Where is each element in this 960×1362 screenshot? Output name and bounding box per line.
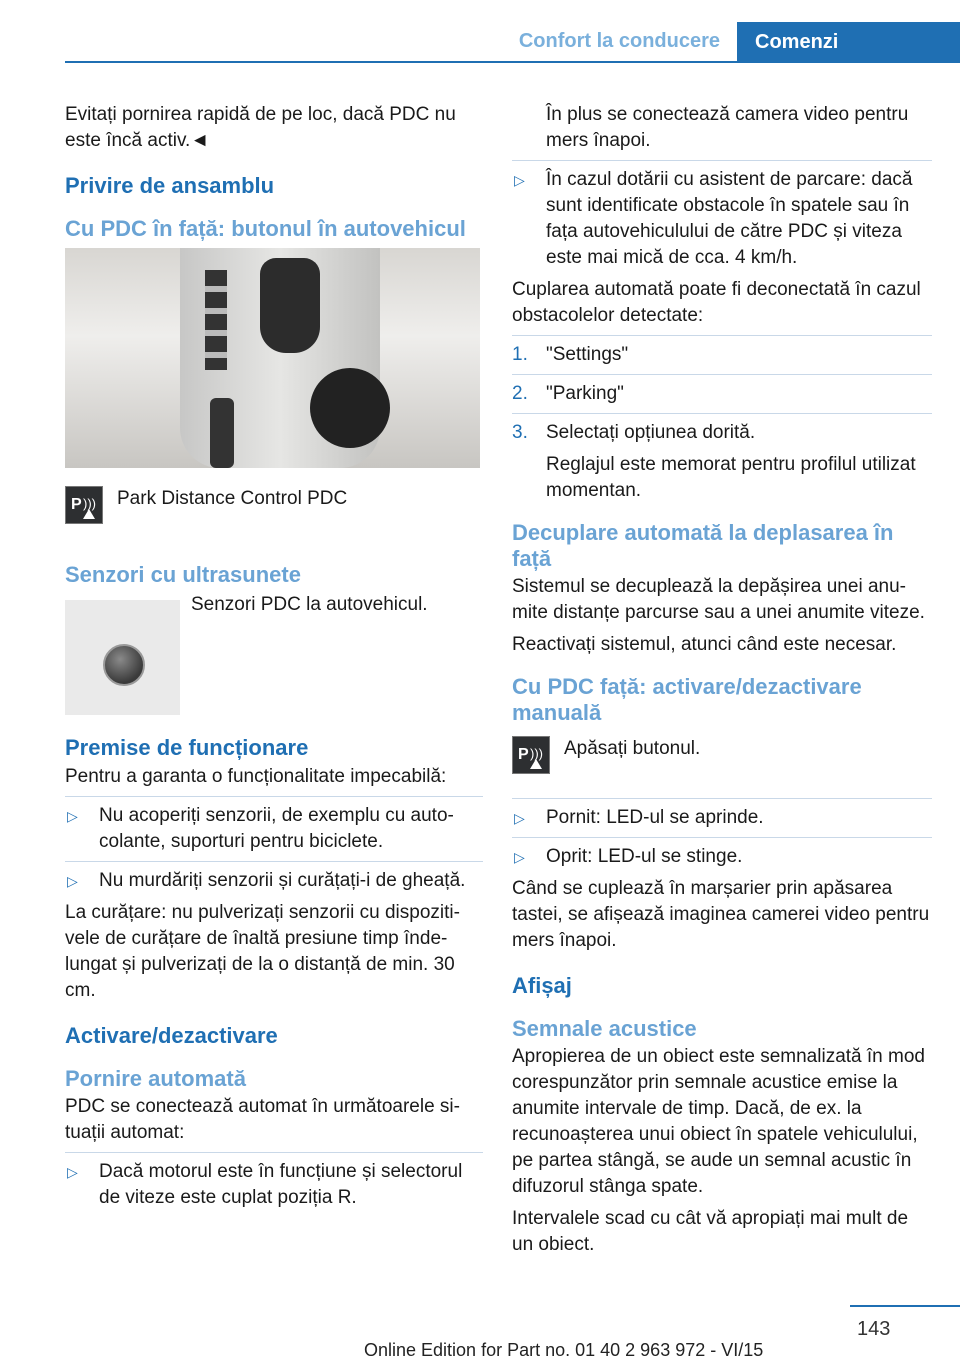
reactivate-text: Reactivați sistemul, atunci când este necesar. xyxy=(512,634,897,655)
triangle-bullet-icon: ▷ xyxy=(67,873,78,889)
triangle-bullet-icon: ▷ xyxy=(514,810,525,826)
auto-heading: Pornire automată xyxy=(65,1066,246,1091)
camera-text: În plus se conectează camera video pentru mers înapoi. xyxy=(546,104,909,151)
header-section: Confort la conducere xyxy=(518,30,720,52)
gear-selector xyxy=(260,258,320,353)
manual-heading: Cu PDC față: activare/dezactivare manuală xyxy=(512,674,862,725)
sensors-text: Senzori PDC la autovehicul. xyxy=(191,594,428,615)
pdc-label-row xyxy=(65,486,483,538)
led-bullet: ▷ Oprit: LED-ul se stinge. xyxy=(512,844,932,870)
header-rule xyxy=(65,61,960,63)
acoustic-text: Apropierea de un obiect este semnalizată în mod corespunzător prin semnale acustice emise la anumite intervale de timp. Dacă, de ex. la recunoașterea unui obiect în spatele vehiculului, pe partea stângă, se aude un semnal acustic în difuzorul stânga spate. xyxy=(512,1046,925,1197)
premise-heading: Premise de funcționare xyxy=(65,735,309,760)
press-row xyxy=(512,736,932,788)
overview-heading: Privire de ansamblu xyxy=(65,173,275,198)
pdc-button-icon: P ))) xyxy=(512,736,550,774)
decouple-text: Sistemul se decuplează la depășirea unei anumite distanțe parcurse sau a unei anumite viteze. xyxy=(512,576,925,623)
auto-bullet: ▷ Dacă motorul este în funcțiune și selectorul de viteze este cuplat poziția R. xyxy=(67,1161,463,1208)
triangle-bullet-icon: ▷ xyxy=(67,808,78,824)
sensors-heading: Senzori cu ultrasunete xyxy=(65,562,301,587)
right-column xyxy=(512,102,932,1264)
page-number: 143 xyxy=(857,1318,891,1340)
pdc-button-icon: P ))) xyxy=(65,486,103,524)
triangle-bullet-icon: ▷ xyxy=(67,1164,78,1180)
left-column xyxy=(65,102,483,1217)
sensor-photo xyxy=(65,600,180,715)
sensor-row xyxy=(65,592,483,720)
step-item: 1. "Settings" xyxy=(512,344,629,365)
premise-text: Pentru a garanta o funcționalitate impecabilă: xyxy=(65,766,447,787)
header-chapter-tab: Comenzi xyxy=(737,22,960,62)
decouple-heading: Decuplare automată la deplasarea în față xyxy=(512,520,894,571)
triangle-bullet-icon: ▷ xyxy=(514,849,525,865)
edition-text: Online Edition for Part no. 01 40 2 963 972 - VI/15 xyxy=(364,1340,764,1360)
led-bullet: ▷ Pornit: LED-ul se aprinde. xyxy=(512,805,932,831)
disconnect-text: Cuplarea automată poate fi deconectată în cazul obstacolelor detectate: xyxy=(512,279,921,326)
interval-text: Intervalele scad cu cât vă apropiați mai mult de un obiect. xyxy=(512,1208,909,1255)
sensor-icon xyxy=(103,644,145,686)
button-heading: Cu PDC în față: butonul în autovehicul xyxy=(65,216,466,241)
display-heading: Afișaj xyxy=(512,973,572,998)
footer-rule xyxy=(850,1305,960,1307)
premise-bullet: ▷ Nu murdăriți senzorii și curățați-i de gheață. xyxy=(65,868,483,894)
premise-bullet: ▷ Nu acoperiți senzorii, de exemplu cu autocolante, suporturi pentru biciclete. xyxy=(67,805,454,852)
step-note: Reglajul este memorat pentru profilul utilizat momentan. xyxy=(546,454,916,501)
assist-bullet: ▷ În cazul dotării cu asistent de parcare: dacă sunt identificate obstacole în spatele sau în fața autovehiculului de către PDC și viteza este mai mică de cca. 4 km/h. xyxy=(514,169,913,268)
cleaning-text: La curățare: nu pulverizați senzorii cu dispozitivele de curățare de înaltă presiune timp îndelungat și pulverizați de la o distanță de min. 30 cm. xyxy=(65,902,460,1001)
activation-heading: Activare/dezactivare xyxy=(65,1023,278,1048)
idrive-controller xyxy=(310,368,390,448)
parking-brake xyxy=(210,398,234,468)
intro-text: Evitați pornirea rapidă de pe loc, dacă PDC nu este încă activ.◄ xyxy=(65,104,456,151)
triangle-bullet-icon: ▷ xyxy=(514,172,525,188)
step-item: 2. "Parking" xyxy=(512,383,624,404)
pdc-label: Park Distance Control PDC xyxy=(117,488,348,509)
center-console-photo xyxy=(65,248,480,468)
acoustic-heading: Semnale acustice xyxy=(512,1016,697,1041)
console-buttons xyxy=(205,270,227,370)
reverse-text: Când se cuplează în marșarier prin apăsarea tastei, se afișează imaginea camerei video pentru mers înapoi. xyxy=(512,878,930,951)
step-item: 3. Selectați opțiunea dorită. xyxy=(512,422,756,443)
auto-text: PDC se conectează automat în următoarele situații automat: xyxy=(65,1096,460,1143)
press-text: Apăsați butonul. xyxy=(564,738,701,759)
